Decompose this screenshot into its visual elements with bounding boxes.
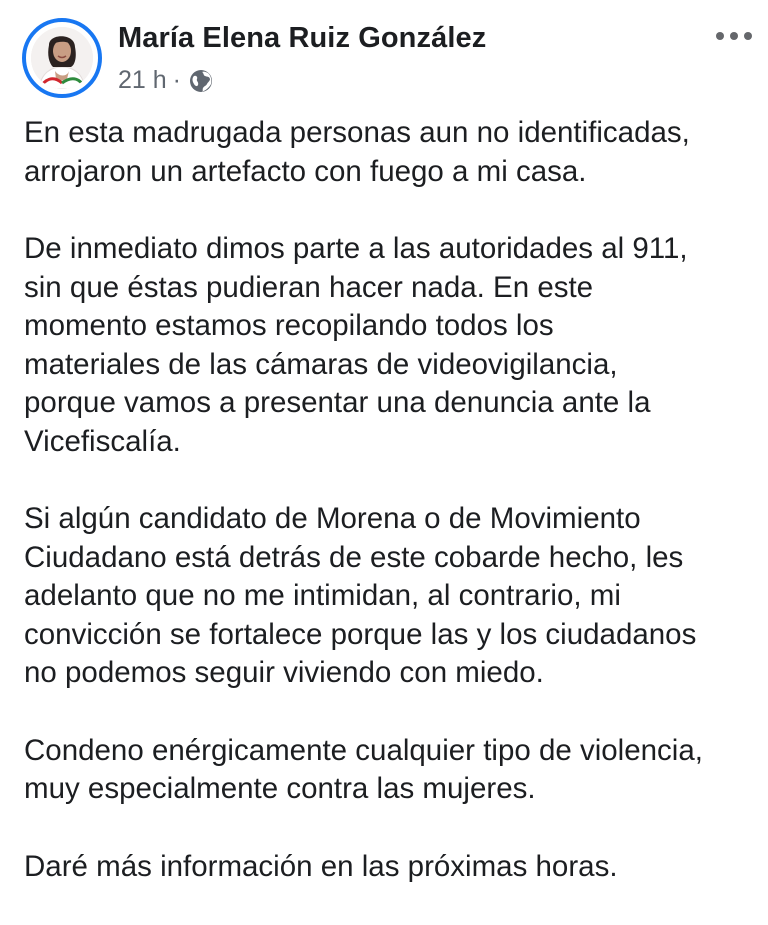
post-meta — [118, 66, 213, 95]
post-paragraph: De inmediato dimos parte a las autoridades al 911, sin que éstas pudieran hacer nada. En este momento estamos recopilando todos los materiales de las cámaras de videovigilancia, porque vamos a presentar una denuncia ante la Vicefiscalía. — [24, 232, 688, 458]
more-options-icon[interactable] — [716, 26, 752, 46]
menu-dot — [716, 32, 724, 40]
post-header — [22, 18, 752, 104]
globe-icon[interactable] — [189, 69, 213, 93]
post-body — [24, 114, 752, 925]
author-name[interactable]: María Elena Ruiz González — [118, 22, 487, 54]
post-paragraph: Daré más información en las próximas horas. — [24, 849, 618, 883]
menu-dot — [730, 32, 738, 40]
meta-separator: · — [172, 66, 181, 94]
post-paragraph: Si algún candidato de Morena o de Movimiento Ciudadano está detrás de este cobarde hecho, les adelanto que no me intimidan, al contrario, mi convicción se fortalece porque las y los ciudadanos no podemos seguir viviendo con miedo. — [24, 502, 697, 689]
post-timestamp[interactable]: 21 h — [118, 66, 167, 94]
post-paragraph: En esta madrugada personas aun no identificadas, arrojaron un artefacto con fuego a mi casa. — [24, 116, 690, 188]
menu-dot — [744, 32, 752, 40]
author-avatar[interactable] — [22, 18, 102, 98]
post-paragraph: Condeno enérgicamente cualquier tipo de violencia, muy especialmente contra las mujeres. — [24, 733, 703, 805]
avatar-photo — [31, 27, 93, 89]
avatar-portrait-icon — [31, 27, 93, 89]
